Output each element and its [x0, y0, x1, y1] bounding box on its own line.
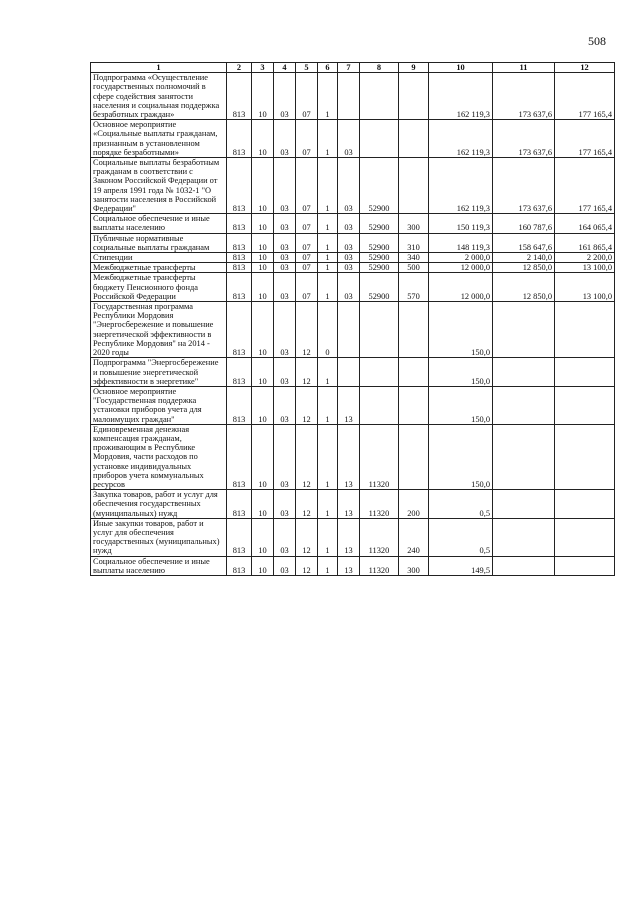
amount-2019: 12 850,0: [493, 263, 555, 273]
program-code: 07: [296, 233, 318, 252]
amount-2018: 150,0: [429, 358, 493, 387]
amount-2019: [493, 556, 555, 575]
column-header: 12: [555, 63, 615, 73]
amount-2020: 2 200,0: [555, 253, 615, 263]
amount-2019: 173 637,6: [493, 120, 555, 158]
amount-2018: 0,5: [429, 490, 493, 519]
column-header: 6: [318, 63, 338, 73]
measure-code: 03: [338, 273, 360, 302]
amount-2020: [555, 358, 615, 387]
direction-code: 52900: [360, 158, 399, 214]
measure-code: [338, 302, 360, 358]
subsection-code: 03: [274, 263, 296, 273]
subsection-code: 03: [274, 358, 296, 387]
table-header-row: [91, 63, 615, 73]
budget-table: [90, 62, 615, 576]
amount-2019: [493, 302, 555, 358]
admin-code: 813: [227, 214, 252, 233]
subprogram-code: 1: [318, 233, 338, 252]
column-header: 8: [360, 63, 399, 73]
column-header: 5: [296, 63, 318, 73]
amount-2019: 2 140,0: [493, 253, 555, 263]
amount-2020: 177 165,4: [555, 120, 615, 158]
measure-code: [338, 358, 360, 387]
subprogram-code: 1: [318, 73, 338, 120]
amount-2018: 148 119,3: [429, 233, 493, 252]
table-row: [91, 158, 615, 214]
section-code: 10: [252, 358, 274, 387]
expense-type-code: 300: [399, 556, 429, 575]
subsection-code: 03: [274, 490, 296, 519]
item-name: Единовременная денежная компенсация гражданам, проживающим в Республике Мордовия, части расходов по установке индивидуальных приборов учета коммунальных ресурсов: [91, 424, 227, 489]
subsection-code: 03: [274, 158, 296, 214]
amount-2018: 12 000,0: [429, 273, 493, 302]
direction-code: [360, 120, 399, 158]
measure-code: 13: [338, 556, 360, 575]
program-code: 07: [296, 158, 318, 214]
section-code: 10: [252, 73, 274, 120]
subsection-code: 03: [274, 386, 296, 424]
amount-2020: 161 865,4: [555, 233, 615, 252]
amount-2018: 150,0: [429, 424, 493, 489]
admin-code: 813: [227, 73, 252, 120]
direction-code: 52900: [360, 233, 399, 252]
direction-code: 11320: [360, 424, 399, 489]
amount-2018: 12 000,0: [429, 263, 493, 273]
expense-type-code: 570: [399, 273, 429, 302]
item-name: Иные закупки товаров, работ и услуг для обеспечения государственных (муниципальных) нужд: [91, 518, 227, 556]
admin-code: 813: [227, 424, 252, 489]
subsection-code: 03: [274, 253, 296, 263]
amount-2020: [555, 556, 615, 575]
subsection-code: 03: [274, 273, 296, 302]
measure-code: [338, 73, 360, 120]
program-code: 07: [296, 273, 318, 302]
measure-code: 13: [338, 518, 360, 556]
section-code: 10: [252, 233, 274, 252]
amount-2019: [493, 518, 555, 556]
amount-2018: 150,0: [429, 302, 493, 358]
amount-2019: 173 637,6: [493, 158, 555, 214]
table-row: [91, 233, 615, 252]
program-code: 07: [296, 214, 318, 233]
subsection-code: 03: [274, 120, 296, 158]
amount-2020: [555, 386, 615, 424]
item-name: Основное мероприятие «Социальные выплаты гражданам, признанным в установленном порядке безработными»: [91, 120, 227, 158]
amount-2020: [555, 302, 615, 358]
page-number: 508: [588, 34, 606, 48]
measure-code: 03: [338, 233, 360, 252]
amount-2018: 162 119,3: [429, 158, 493, 214]
subsection-code: 03: [274, 556, 296, 575]
direction-code: 52900: [360, 214, 399, 233]
item-name: Межбюджетные трансферты: [91, 263, 227, 273]
expense-type-code: [399, 302, 429, 358]
program-code: 07: [296, 263, 318, 273]
expense-type-code: [399, 158, 429, 214]
subprogram-code: 1: [318, 386, 338, 424]
amount-2019: 160 787,6: [493, 214, 555, 233]
direction-code: 11320: [360, 556, 399, 575]
amount-2018: 150 119,3: [429, 214, 493, 233]
amount-2020: [555, 490, 615, 519]
program-code: 07: [296, 120, 318, 158]
subprogram-code: 1: [318, 253, 338, 263]
subprogram-code: 1: [318, 424, 338, 489]
expense-type-code: 310: [399, 233, 429, 252]
admin-code: 813: [227, 386, 252, 424]
program-code: 12: [296, 518, 318, 556]
subprogram-code: 1: [318, 518, 338, 556]
admin-code: 813: [227, 490, 252, 519]
subprogram-code: 1: [318, 273, 338, 302]
amount-2020: 164 065,4: [555, 214, 615, 233]
admin-code: 813: [227, 302, 252, 358]
measure-code: 13: [338, 424, 360, 489]
table-row: [91, 556, 615, 575]
item-name: Публичные нормативные социальные выплаты гражданам: [91, 233, 227, 252]
column-header: 2: [227, 63, 252, 73]
measure-code: 13: [338, 490, 360, 519]
table-row: [91, 73, 615, 120]
item-name: Государственная программа Республики Мордовия "Энергосбережение и повышение энергетической эффективности в Республике Мордовия" на 2014 - 2020 годы: [91, 302, 227, 358]
item-name: Межбюджетные трансферты бюджету Пенсионного фонда Российской Федерации: [91, 273, 227, 302]
subprogram-code: 1: [318, 490, 338, 519]
amount-2018: 149,5: [429, 556, 493, 575]
item-name: Социальное обеспечение и иные выплаты населению: [91, 556, 227, 575]
table-row: [91, 386, 615, 424]
admin-code: 813: [227, 358, 252, 387]
table-row: [91, 358, 615, 387]
direction-code: 52900: [360, 263, 399, 273]
column-header: 7: [338, 63, 360, 73]
column-header: 9: [399, 63, 429, 73]
column-header: 3: [252, 63, 274, 73]
expense-type-code: 200: [399, 490, 429, 519]
program-code: 12: [296, 358, 318, 387]
program-code: 07: [296, 253, 318, 263]
program-code: 12: [296, 386, 318, 424]
amount-2019: [493, 490, 555, 519]
item-name: Подпрограмма "Энергосбережение и повышение энергетической эффективности в энергетике": [91, 358, 227, 387]
amount-2019: 158 647,6: [493, 233, 555, 252]
admin-code: 813: [227, 158, 252, 214]
item-name: Социальные выплаты безработным гражданам в соответствии с Законом Российской Федерации от 19 апреля 1991 года № 1032-1 "О занятости населения в Российской Федерации": [91, 158, 227, 214]
amount-2018: 150,0: [429, 386, 493, 424]
admin-code: 813: [227, 556, 252, 575]
direction-code: 11320: [360, 518, 399, 556]
admin-code: 813: [227, 233, 252, 252]
table-row: [91, 302, 615, 358]
table-row: [91, 518, 615, 556]
expense-type-code: 500: [399, 263, 429, 273]
program-code: 12: [296, 424, 318, 489]
item-name: Подпрограмма «Осуществление государственных полномочий в сфере содействия занятости населения и социальная поддержка безработных граждан»: [91, 73, 227, 120]
measure-code: 03: [338, 120, 360, 158]
subprogram-code: 1: [318, 263, 338, 273]
amount-2019: [493, 386, 555, 424]
section-code: 10: [252, 490, 274, 519]
table-row: [91, 273, 615, 302]
expense-type-code: 240: [399, 518, 429, 556]
admin-code: 813: [227, 273, 252, 302]
item-name: Основное мероприятие "Государственная поддержка установки приборов учета для малоимущих граждан": [91, 386, 227, 424]
section-code: 10: [252, 158, 274, 214]
section-code: 10: [252, 214, 274, 233]
section-code: 10: [252, 386, 274, 424]
expense-type-code: [399, 73, 429, 120]
measure-code: 03: [338, 263, 360, 273]
subsection-code: 03: [274, 73, 296, 120]
amount-2018: 2 000,0: [429, 253, 493, 263]
measure-code: 03: [338, 253, 360, 263]
program-code: 07: [296, 73, 318, 120]
expense-type-code: [399, 386, 429, 424]
expense-type-code: [399, 120, 429, 158]
direction-code: [360, 386, 399, 424]
subsection-code: 03: [274, 214, 296, 233]
subprogram-code: 1: [318, 556, 338, 575]
section-code: 10: [252, 120, 274, 158]
amount-2019: 173 637,6: [493, 73, 555, 120]
column-header: 10: [429, 63, 493, 73]
direction-code: 52900: [360, 253, 399, 263]
amount-2020: [555, 518, 615, 556]
admin-code: 813: [227, 263, 252, 273]
item-name: Закупка товаров, работ и услуг для обеспечения государственных (муниципальных) нужд: [91, 490, 227, 519]
direction-code: [360, 358, 399, 387]
amount-2020: 177 165,4: [555, 73, 615, 120]
admin-code: 813: [227, 120, 252, 158]
amount-2020: 13 100,0: [555, 263, 615, 273]
table-body: [91, 73, 615, 576]
section-code: 10: [252, 556, 274, 575]
subsection-code: 03: [274, 233, 296, 252]
table-row: [91, 120, 615, 158]
table-row: [91, 263, 615, 273]
amount-2018: 162 119,3: [429, 73, 493, 120]
subprogram-code: 1: [318, 158, 338, 214]
expense-type-code: 300: [399, 214, 429, 233]
measure-code: 03: [338, 158, 360, 214]
amount-2020: [555, 424, 615, 489]
table-row: [91, 253, 615, 263]
direction-code: 11320: [360, 490, 399, 519]
direction-code: [360, 73, 399, 120]
subprogram-code: 1: [318, 358, 338, 387]
amount-2018: 0,5: [429, 518, 493, 556]
expense-type-code: [399, 424, 429, 489]
direction-code: [360, 302, 399, 358]
subprogram-code: 1: [318, 214, 338, 233]
column-header: 1: [91, 63, 227, 73]
table-row: [91, 490, 615, 519]
subprogram-code: 1: [318, 120, 338, 158]
table-row: [91, 424, 615, 489]
column-header: 4: [274, 63, 296, 73]
item-name: Социальное обеспечение и иные выплаты населению: [91, 214, 227, 233]
admin-code: 813: [227, 253, 252, 263]
subsection-code: 03: [274, 302, 296, 358]
expense-type-code: [399, 358, 429, 387]
subprogram-code: 0: [318, 302, 338, 358]
program-code: 12: [296, 490, 318, 519]
amount-2020: 177 165,4: [555, 158, 615, 214]
section-code: 10: [252, 273, 274, 302]
measure-code: 13: [338, 386, 360, 424]
program-code: 12: [296, 302, 318, 358]
table-row: [91, 214, 615, 233]
amount-2019: [493, 358, 555, 387]
amount-2018: 162 119,3: [429, 120, 493, 158]
section-code: 10: [252, 263, 274, 273]
section-code: 10: [252, 253, 274, 263]
section-code: 10: [252, 302, 274, 358]
amount-2020: 13 100,0: [555, 273, 615, 302]
direction-code: 52900: [360, 273, 399, 302]
program-code: 12: [296, 556, 318, 575]
amount-2019: [493, 424, 555, 489]
column-header: 11: [493, 63, 555, 73]
measure-code: 03: [338, 214, 360, 233]
expense-type-code: 340: [399, 253, 429, 263]
admin-code: 813: [227, 518, 252, 556]
section-code: 10: [252, 518, 274, 556]
amount-2019: 12 850,0: [493, 273, 555, 302]
section-code: 10: [252, 424, 274, 489]
subsection-code: 03: [274, 424, 296, 489]
item-name: Стипендии: [91, 253, 227, 263]
subsection-code: 03: [274, 518, 296, 556]
